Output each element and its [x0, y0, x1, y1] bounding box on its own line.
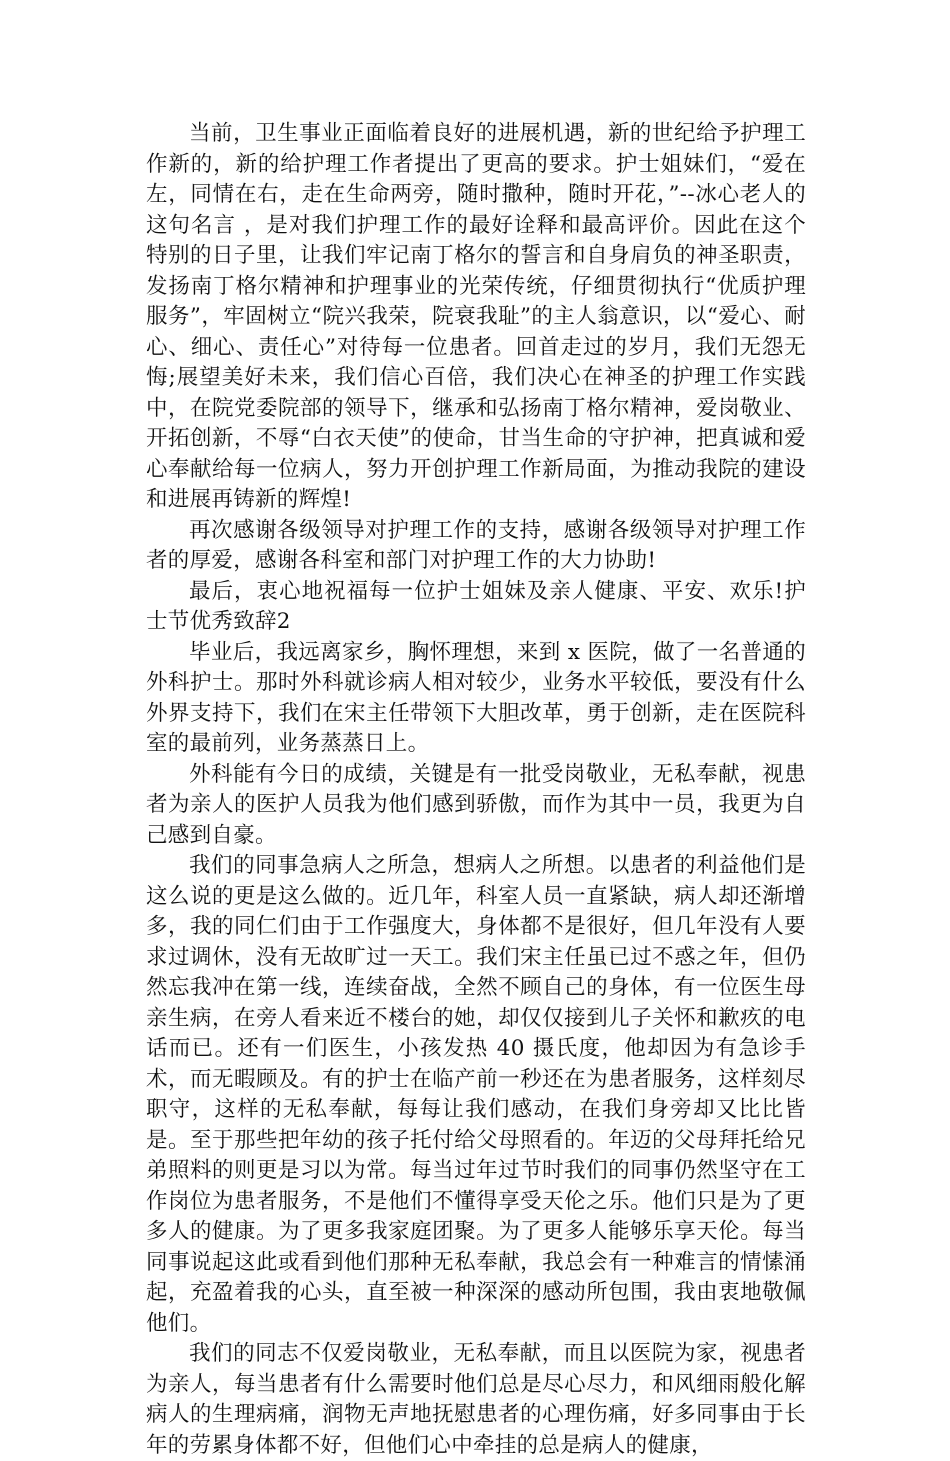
paragraph-6: 我们的同事急病人之所急，想病人之所想。以患者的利益他们是这么说的更是这么做的。近几年，科室人员一直紧缺，病人却还渐增多，我的同仁们由于工作强度大，身体都不是很好，但几年没有人要求过调休，没有无故旷过一天工。我们宋主任虽已过不惑之年，但仍然忘我冲在第一线，连续奋战，全然不顾自己的身体，有一位医生母亲生病，在旁人看来近不楼台的她，却仅仅接到儿子关怀和歉疚的电话而已。还有一们医生，小孩发热 40 摄氏度，他却因为有急诊手术，而无暇顾及。有的护士在临产前一秒还在为患者服务，这样刻尽职守，这样的无私奉献，每每让我们感动，在我们身旁却又比比皆是。至于那些把年幼的孩子托付给父母照看的。年迈的父母拜托给兄弟照料的则更是习以为常。每当过年过节时我们的同事仍然坚守在工作岗位为患者服务，不是他们不懂得享受天伦之乐。他们只是为了更多人的健康。为了更多我家庭团聚。为了更多人能够乐享天伦。每当同事说起这此或看到他们那种无私奉献，我总会有一种难言的情愫涌起，充盈着我的心头，直至被一种深深的感动所包围，我由衷地敬佩他们。 — [146, 853, 806, 1336]
document-body — [146, 119, 806, 1461]
paragraph-4: 毕业后，我远离家乡，胸怀理想，来到 x 医院，做了一名普通的外科护士。那时外科就诊病人相对较少，业务水平较低，要没有什么外界支持下，我们在宋主任带领下大胆改革，勇于创新，走在医院科室的最前列，业务蒸蒸日上。 — [146, 639, 806, 756]
paragraph-3: 最后，衷心地祝福每一位护士姐妹及亲人健康、平安、欢乐!护士节优秀致辞2 — [146, 578, 806, 634]
paragraph-5: 外科能有今日的成绩，关键是有一批受岗敬业，无私奉献，视患者为亲人的医护人员我为他们感到骄傲，而作为其中一员，我更为自己感到自豪。 — [146, 761, 806, 848]
paragraph-2: 再次感谢各级领导对护理工作的支持，感谢各级领导对护理工作者的厚爱，感谢各科室和部门对护理工作的大力协助! — [146, 517, 806, 573]
paragraph-1: 当前，卫生事业正面临着良好的进展机遇，新的世纪给予护理工作新的，新的给护理工作者提出了更高的要求。护士姐妹们，“爱在左，同情在右，走在生命两旁，随时撒种，随时开花，”--冰心老人的这句名言 ，是对我们护理工作的最好诠释和最高评价。因此在这个特别的日子里，让我们牢记南丁格尔的誓言和自身肩负的神圣职责，发扬南丁格尔精神和护理事业的光荣传统，仔细贯彻执行“优质护理服务”，牢固树立“院兴我荣，院衰我耻”的主人翁意识，以“爱心、耐心、细心、责任心”对待每一位患者。回首走过的岁月，我们无怨无悔;展望美好未来，我们信心百倍，我们决心在神圣的护理工作实践中，在院党委院部的领导下，继承和弘扬南丁格尔精神，爱岗敬业、开拓创新，不辱“白衣天使”的使命，甘当生命的守护神，把真诚和爱心奉献给每一位病人，努力开创护理工作新局面，为推动我院的建设和进展再铸新的辉煌! — [146, 121, 806, 512]
paragraph-7: 我们的同志不仅爱岗敬业，无私奉献，而且以医院为家，视患者为亲人，每当患者有什么需要时他们总是尽心尽力，和风细雨般化解病人的生理病痛，润物无声地抚慰患者的心理伤痛，好多同事由于长年的劳累身体都不好，但他们心中牵挂的总是病人的健康， — [146, 1341, 806, 1458]
